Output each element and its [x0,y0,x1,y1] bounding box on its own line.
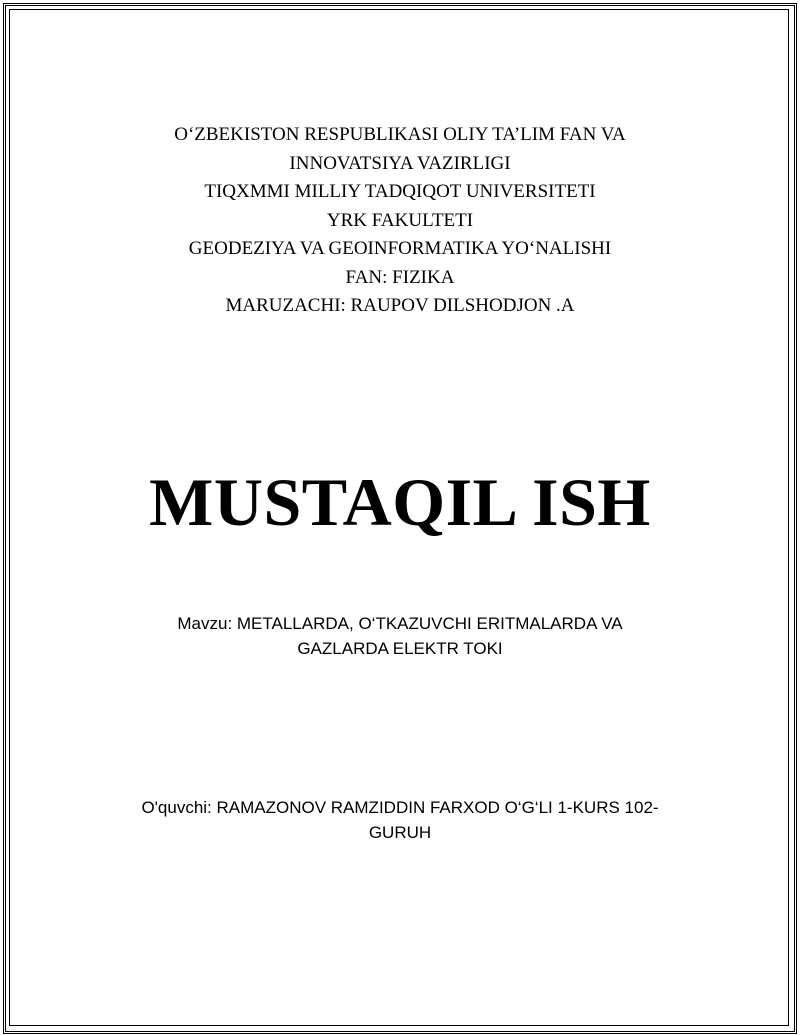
topic-line-2: GAZLARDA ELEKTR TOKI [297,639,503,658]
document-title: MUSTAQIL ISH [149,464,651,540]
lecturer-line: MARUZACHI: RAUPOV DILSHODJON .A [225,295,575,316]
faculty-line: YRK FAKULTETI [326,209,474,231]
topic-line-1: Mavzu: METALLARDA, O‘TKAZUVCHI ERITMALARDA VA [177,614,623,633]
department-line: GEODEZIYA VA GEOINFORMATIKA YO‘NALISHI [188,238,612,259]
student-line-1: O'quvchi: RAMAZONOV RAMZIDDIN FARXOD O‘G‘LI 1-KURS 102- [141,798,659,817]
topic-block [0,611,800,661]
ministry-line-2: INNOVATSIYA VAZIRLIGI [289,152,511,174]
university-line: TIQXMMI MILLIY TADQIQOT UNIVERSITETI [204,181,596,202]
ministry-line-1: O‘ZBEKISTON RESPUBLIKASI OLIY TA’LIM FAN VA [174,124,626,145]
student-block [0,795,800,845]
student-line-2: GURUH [368,823,432,842]
subject-line: FAN: FIZIKA [345,266,455,288]
institution-header [0,121,800,321]
